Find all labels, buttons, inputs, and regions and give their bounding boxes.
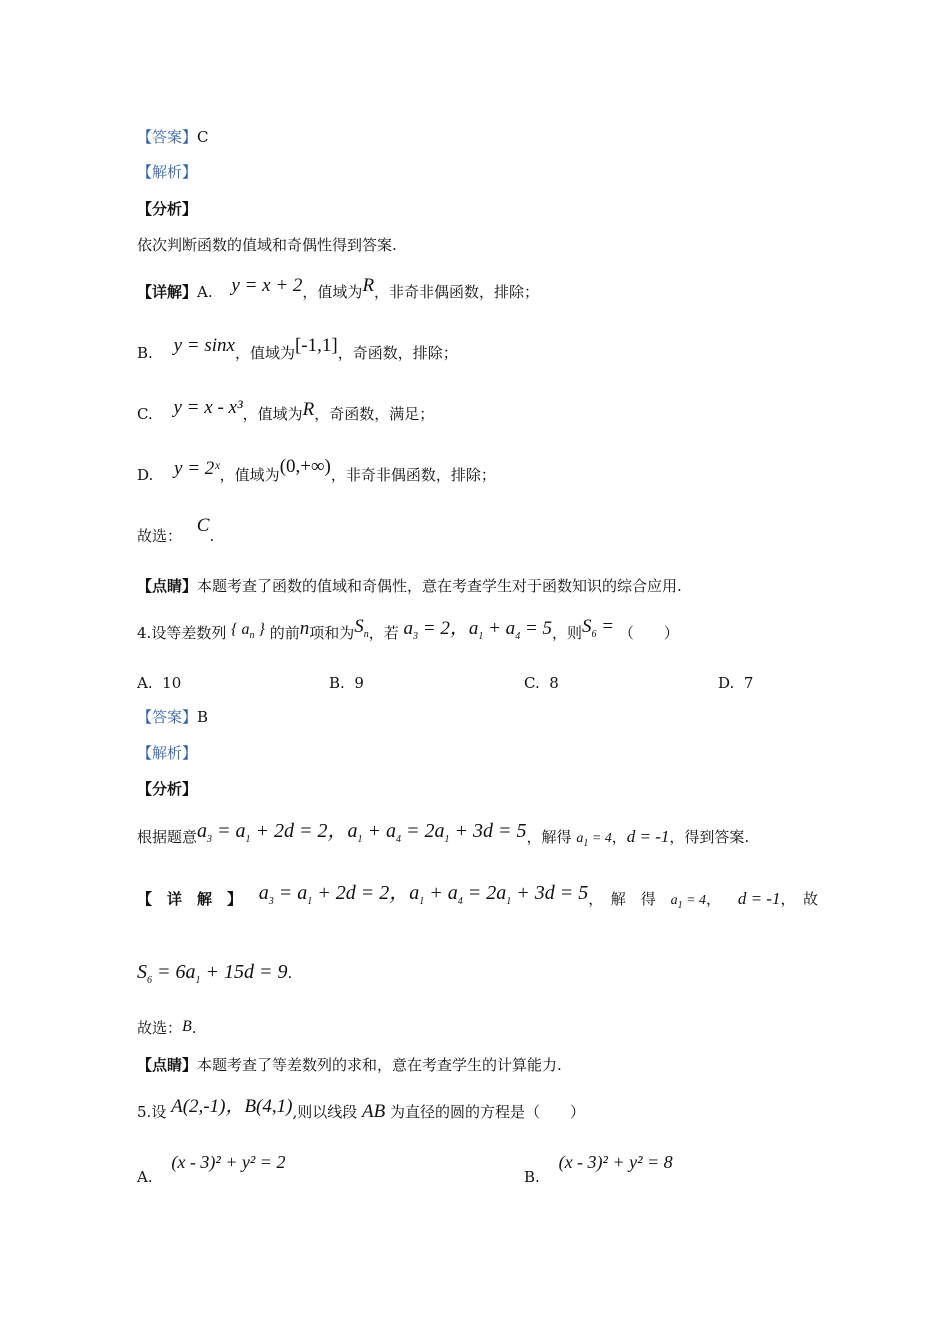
q5-option-b[interactable]: B. (x - 3)² + y² = 8 — [524, 1152, 673, 1186]
dianjing-tag: 【点睛】 — [137, 577, 198, 595]
detail-c-label: C. — [137, 405, 153, 423]
q4-fenxi-prefix: 根据题意 — [137, 828, 198, 846]
q4-fenxi-mid: ，解得 — [526, 828, 572, 846]
q4-option-c[interactable]: C. 8 — [524, 674, 559, 692]
q4-sn: $S_n$ — [354, 616, 369, 640]
q4-detail-d: d = -1 — [737, 889, 781, 908]
q4-detail-a1: $a_1 = 4$ — [670, 893, 707, 911]
q5-stem: 5.设 A(2,-1)，B(4,1),则以线段 AB 为直径的圆的方程是（ ） — [137, 1096, 586, 1122]
detail-d-range: (0,+∞) — [279, 456, 331, 477]
q4-option-b[interactable]: B. 9 — [329, 674, 364, 692]
detail-d-conclusion: ，非奇非偶函数，排除； — [330, 466, 496, 484]
q4-detail-eq: $a_3 = a_1 + 2d = 2$，$a_1 + a_4 = 2a_1 + 3d = 5$ — [258, 882, 589, 907]
q4-dianjing-line — [137, 1055, 562, 1075]
q5-options — [137, 1152, 817, 1186]
detail-c-conclusion: ，奇函数，满足； — [314, 405, 435, 423]
q5-ab: AB — [362, 1101, 386, 1122]
q3-detail-a — [137, 275, 540, 302]
q5-stem-2: 则以线段 — [297, 1103, 358, 1121]
q4-stem-2: 的前 — [269, 624, 300, 642]
detail-b-conclusion: ，奇函数，排除； — [337, 344, 458, 362]
q4-jiexi-tag: 【解析】 — [137, 744, 198, 762]
detail-d-label: D. — [137, 466, 154, 484]
q4-detail-line: 【 详 解 】 $a_3 = a_1 + 2d = 2$，$a_1 + a_4 = 2a_1 + 3d = 5$， 解 得 $a_1 = 4$， d = -1， 故 — [137, 882, 818, 911]
q3-choose-line: 故选： C. — [137, 515, 215, 545]
q3-fenxi-tag: 【分析】 — [137, 200, 198, 218]
q5-stem-3: 为直径的圆的方程是（ ） — [390, 1103, 586, 1121]
dianjing-text: 本题考查了等差数列的求和，意在考查学生的计算能力. — [197, 1056, 562, 1074]
detail-tag: 【详解】 — [137, 283, 198, 301]
q4-fenxi-line: 根据题意$a_3 = a_1 + 2d = 2$，$a_1 + a_4 = 2a_1 + 3d = 5$，解得 $a_1 = 4$，d = -1，得到答案. — [137, 820, 750, 849]
q4-seq: { $a_n$ } — [231, 621, 265, 642]
detail-d-formula: y = 2ˣ — [174, 458, 220, 479]
q3-detail-c — [137, 397, 435, 424]
q4-detail-suffix: ， 故 — [780, 890, 818, 908]
q4-stem — [137, 616, 679, 651]
detail-a-formula: y = x + 2 — [231, 275, 303, 296]
detail-a-conclusion: ，非奇非偶函数，排除； — [374, 283, 540, 301]
q4-fenxi-tag: 【分析】 — [137, 780, 198, 798]
dianjing-tag: 【点睛】 — [137, 1056, 198, 1074]
q3-answer-line — [137, 127, 209, 147]
choose-value: C — [196, 515, 210, 536]
q4-s6-line: $S_6 = 6a_1 + 15d = 9$. — [137, 961, 293, 986]
q4-stem-1: 设等差数列 — [151, 624, 227, 642]
q3-detail-d — [137, 456, 496, 485]
q4-option-a[interactable]: A. 10 — [137, 674, 182, 692]
q4-n: n — [299, 618, 310, 639]
q4-fenxi-d: d = -1 — [626, 827, 670, 846]
detail-a-range: R — [362, 275, 375, 296]
q4-stem-5: ，则 — [552, 624, 583, 642]
q3-jiexi-tag: 【解析】 — [137, 163, 198, 181]
answer-value: C — [197, 128, 209, 146]
q4-fenxi-a1: $a_1 = 4$ — [576, 831, 612, 849]
choose-label: 故选： — [137, 1019, 183, 1037]
detail-b-range: [-1,1] — [294, 335, 338, 356]
detail-c-range: R — [302, 399, 315, 420]
q5-stem-1: 设 — [151, 1103, 167, 1121]
q4-stem-6: （ ） — [618, 624, 679, 642]
dianjing-text: 本题考查了函数的值域和奇偶性，意在考查学生对于函数知识的综合应用. — [197, 577, 682, 595]
q4-fenxi-suffix: ，得到答案. — [669, 828, 750, 846]
detail-b-range-prefix: ，值域为 — [234, 344, 295, 362]
q4-number: 4. — [137, 624, 152, 642]
detail-tag: 【 详 解 】 — [137, 890, 243, 908]
answer-tag: 【答案】 — [137, 128, 198, 146]
detail-a-label: A. — [197, 283, 213, 301]
q4-detail-mid: ， 解 得 — [588, 890, 656, 908]
q3-dianjing-line — [137, 576, 682, 596]
q4-cond: $a_3 = 2$，$a_1 + a_4 = 5$ — [403, 618, 553, 642]
detail-b-label: B. — [137, 344, 153, 362]
q4-option-d[interactable]: D. 7 — [718, 674, 754, 692]
detail-c-formula: y = x - x³ — [173, 397, 243, 418]
detail-c-range-prefix: ，值域为 — [242, 405, 303, 423]
q4-choose-line: 故选：B. — [137, 1018, 197, 1037]
detail-a-range-prefix: ，值域为 — [302, 283, 363, 301]
q4-answer-line — [137, 707, 208, 727]
q3-fenxi-text: 依次判断函数的值域和奇偶性得到答案. — [137, 236, 397, 254]
q5-option-a[interactable]: A. (x - 3)² + y² = 2 — [137, 1152, 286, 1186]
answer-tag: 【答案】 — [137, 708, 198, 726]
choose-label: 故选： — [137, 527, 183, 545]
detail-b-formula: y = sinx — [173, 335, 235, 356]
q4-options — [137, 673, 817, 693]
detail-d-range-prefix: ，值域为 — [219, 466, 280, 484]
q4-fenxi-eq: $a_3 = a_1 + 2d = 2$，$a_1 + a_4 = 2a_1 + 3d = 5$ — [197, 820, 527, 845]
q3-detail-b — [137, 335, 458, 363]
q4-stem-4: ，若 — [368, 624, 399, 642]
choose-value: B — [182, 1018, 192, 1035]
q5-points: A(2,-1)，B(4,1) — [171, 1096, 293, 1117]
q5-number: 5. — [137, 1103, 152, 1121]
q4-stem-3: 项和为 — [309, 624, 355, 642]
answer-value: B — [197, 708, 209, 726]
q4-s6: $S_6$ = — [582, 616, 615, 640]
q4-s6-eq: $S_6 = 6a_1 + 15d = 9$ — [137, 961, 288, 986]
